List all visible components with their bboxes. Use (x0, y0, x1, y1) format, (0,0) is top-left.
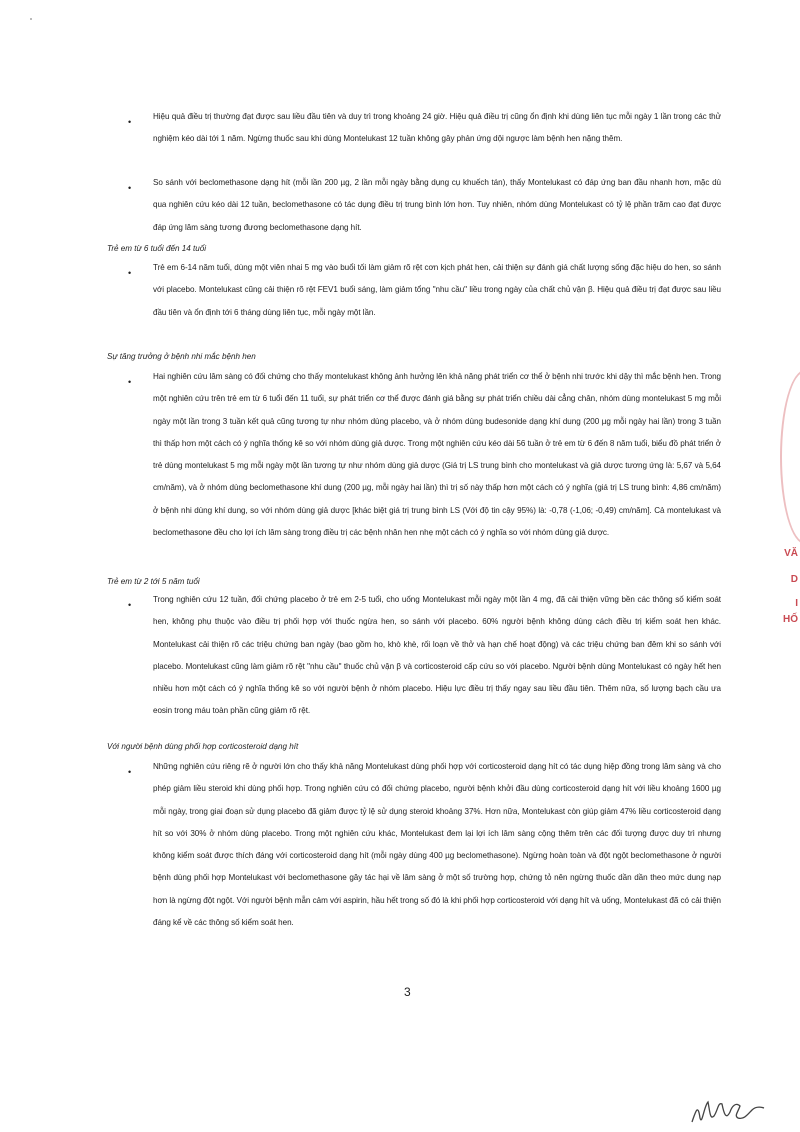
bullet-text-growth: Hai nghiên cứu lâm sàng có đối chứng cho thấy montelukast không ảnh hưởng lên khả năng phát triển cơ thể ở bệnh nhi trước khi dậy thì mắc bệnh hen. Trong một nghiên cứu trên trẻ em từ 6 tuổi đến 11 tuổi, sự phát triển cơ thể được đánh giá bằng sự phát triển chiều dài cẳng chân, nhóm dùng montelukast 5 mg mỗi ngày một lần trong 3 tuần kết quả cũng tương tự như nhóm dùng placebo, và ở nhóm dùng budesonide dạng khí dung (200 µg mỗi ngày hai lần) trong 3 tuần thì thấp hơn một cách có ý nghĩa thống kê so với nhóm dùng giả dược. Trong một nghiên cứu kéo dài 56 tuần ở trẻ em từ 6 đến 8 năm tuổi, biểu đồ phát triển ở trẻ dùng montelukast 5 mg mỗi ngày một lần tương tự như nhóm dùng giả dược (Giá trị LS trung bình cho montelukast và giả dược tương ứng là: 5,67 và 5,64 cm/năm), và ở nhóm dùng beclomethasone khí dung (200 µg, mỗi ngày hai lần) thì trị số này thấp hơn một cách có ý nghĩa (giá trị LS trung bình: 4,86 cm/năm) ở bệnh nhi dùng khí dung, so với nhóm dùng giả dược [khác biệt giá trị trung bình LS (Với độ tin cậy 95%) là: -0,78 (-1,06; -0,49) cm/năm]. Cả montelukast và beclomethasone đều cho lợi ích lâm sàng trong điều trị các bệnh nhân hen nhẹ một cách có ý nghĩa so với nhóm dùng giả dược. (153, 372, 721, 538)
signature (688, 1092, 768, 1128)
bullet-text-children-2-5: Trong nghiên cứu 12 tuần, đối chứng placebo ở trẻ em 2-5 tuổi, cho uống Montelukast mỗi ngày một lần 4 mg, đã cải thiện vững bền các thông số kiểm soát hen, không phụ thuộc vào điều trị phối hợp với thuốc ngừa hen, so sánh với placebo. 60% người bệnh không dùng cách điều trị kiểm soát hen khác. Montelukast cải thiện rõ các triệu chứng ban ngày (bao gồm ho, khò khè, rối loạn về thở và hạn chế hoạt động) và các triệu chứng ban đêm khi so sánh với placebo. Montelukast cũng làm giảm rõ rệt "nhu cầu" thuốc chủ vận β và corticosteroid cấp cứu so với placebo. Người bệnh dùng Montelukast có ngày hết hen nhiều hơn một cách có ý nghĩa thống kê so với người bệnh ở nhóm placebo. Hiệu lực điều trị thấy ngay sau liều đầu tiên. Thêm nữa, số lượng bạch cầu ưa eosin trong máu toàn phần cũng giảm rõ rệt. (153, 595, 721, 716)
bullet-symbol: • (128, 377, 132, 387)
section-heading: Sự tăng trưởng ở bệnh nhi mắc bệnh hen (107, 352, 256, 361)
bullet-symbol: • (128, 767, 132, 777)
stamp-text: VĂ (784, 548, 798, 559)
page-number: 3 (404, 985, 411, 999)
bullet-text-beclomethasone: So sánh với beclomethasone dạng hít (mỗi lần 200 µg, 2 lần mỗi ngày bằng dụng cụ khuếch tán), thấy Montelukast có đáp ứng ban đầu nhanh hơn, mặc dù qua nghiên cứu kéo dài 12 tuần, beclomethasone có tác dụng điều trị trung bình lớn hơn. Tuy nhiên, nhóm dùng Montelukast có tỷ lệ phần trăm cao đạt được đáp ứng lâm sàng tương đương beclomethasone dạng hít. (153, 178, 721, 232)
bullet-text-children-6-14: Trẻ em 6-14 năm tuổi, dùng một viên nhai 5 mg vào buổi tối làm giảm rõ rệt cơn kịch phát hen, cải thiện sự đánh giá chất lượng sống đặc hiệu do hen, so sánh với placebo. Montelukast cũng cải thiện rõ rệt FEV1 buổi sáng, làm giảm tổng "nhu cầu" liều trong ngày của chất chủ vận β. Hiệu quả điều trị đạt được sau liều đầu tiên và ổn định tới 6 tháng dùng liên tục, mỗi ngày một lần. (153, 263, 721, 317)
bullet-text-efficacy: Hiệu quả điều trị thường đạt được sau liều đầu tiên và duy trì trong khoảng 24 giờ. Hiệu quả điều trị cũng ổn định khi dùng liên tục mỗi ngày 1 lần trong các thử nghiệm kéo dài tới 1 năm. Ngừng thuốc sau khi dùng Montelukast 12 tuần không gây phản ứng dội ngược làm bệnh hen nặng thêm. (153, 112, 721, 144)
stamp-text: I (795, 598, 798, 609)
scan-mark (30, 18, 32, 20)
stamp-text: D (790, 574, 798, 585)
section-heading: Với người bệnh dùng phối hợp corticosteroid dạng hít (107, 742, 299, 751)
bullet-symbol: • (128, 183, 132, 193)
bullet-text-corticosteroid: Những nghiên cứu riêng rẽ ở người lớn cho thấy khả năng Montelukast dùng phối hợp với corticosteroid dạng hít có tác dụng hiệp đồng trong lâm sàng và cho phép giảm liều steroid khi dùng phối hợp. Trong nghiên cứu có đối chứng placebo, người bệnh khởi đầu dùng corticosteroid dạng hít với liều khoảng 1600 µg mỗi ngày, trong giai đoạn sử dụng placebo đã giảm được tỷ lệ sử dụng steroid khoảng 37%. Hơn nữa, Montelukast còn giúp giảm 47% liều corticosteroid dạng hít so với 30% ở nhóm dùng placebo. Trong một nghiên cứu khác, Montelukast đem lại lợi ích lâm sàng cộng thêm trên các đối tượng được duy trì nhưng không kiểm soát được thích đáng với corticosteroid dạng hít (mỗi ngày dùng 400 µg beclomethasone). Ngừng hoàn toàn và đột ngột beclomethasone ở người bệnh dùng phối hợp Montelukast với beclomethasone gây tác hại về lâm sàng ở một số trường hợp, chứng tỏ nên ngừng thuốc dần dần theo mức dung nạp hơn là ngừng đột ngột. Với người bệnh mẫn cảm với aspirin, hầu hết trong số đó là khi phối hợp corticosteroid với dạng hít và uống, Montelukast đã có cải thiện đáng kể về các thông số kiểm soát hen. (153, 762, 721, 928)
bullet-symbol: • (128, 117, 132, 127)
bullet-symbol: • (128, 268, 132, 278)
section-heading: Trẻ em từ 2 tới 5 năm tuổi (107, 577, 200, 586)
stamp-arc (780, 370, 800, 544)
stamp-text: HỐ (783, 614, 798, 625)
bullet-symbol: • (128, 600, 132, 610)
section-heading: Trẻ em từ 6 tuổi đến 14 tuổi (107, 244, 207, 253)
